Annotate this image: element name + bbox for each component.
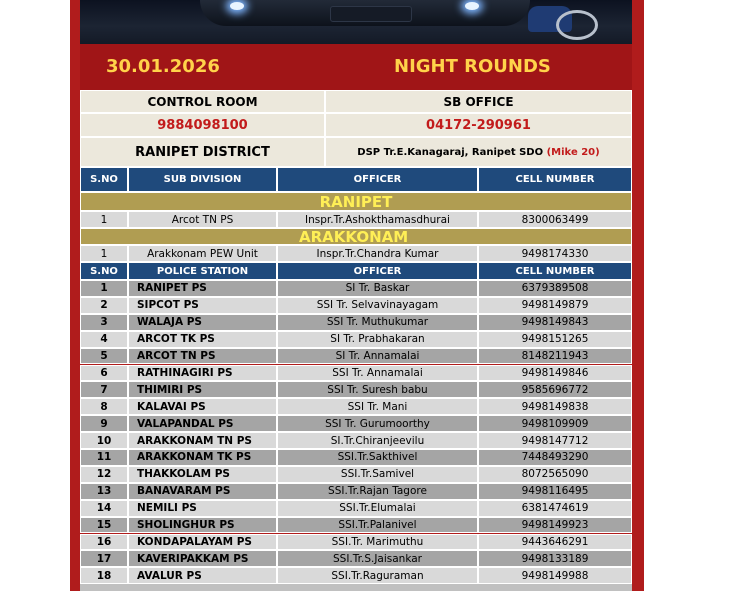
table-row: [80, 550, 632, 567]
row-officer: SSI.Tr.Samivel: [277, 466, 478, 483]
row-sno: 1: [80, 245, 128, 262]
table-row: [80, 534, 632, 551]
row-sno: 2: [80, 297, 128, 314]
row-cell-number: 9498149923: [478, 517, 632, 534]
row-officer: SSI Tr. Mani: [277, 398, 478, 415]
row-station: KALAVAI PS: [128, 398, 277, 415]
table-row: [80, 280, 632, 297]
subdivision-header-row: [80, 167, 632, 192]
row-officer: SSI Tr. Selvavinayagam: [277, 297, 478, 314]
row-sno: 16: [80, 534, 128, 551]
row-officer: SSI Tr. Muthukumar: [277, 314, 478, 331]
table-row: [80, 348, 632, 365]
row-station: VALAPANDAL PS: [128, 415, 277, 432]
row-officer: SSI.Tr.Rajan Tagore: [277, 483, 478, 500]
headlight-icon: [465, 2, 479, 10]
section-band: [80, 192, 632, 211]
row-sno: 8: [80, 398, 128, 415]
row-station: ARAKKONAM TN PS: [128, 432, 277, 449]
row-cell-number: 9498149846: [478, 365, 632, 382]
row-officer: Inspr.Tr.Ashokthamasdhurai: [277, 211, 478, 228]
row-sno: 9: [80, 415, 128, 432]
row-sno: 14: [80, 500, 128, 517]
row-sno: 5: [80, 348, 128, 365]
row-station: THIMIRI PS: [128, 381, 277, 398]
handcuff-icon: [556, 10, 598, 40]
row-officer: SSI Tr. Annamalai: [277, 365, 478, 382]
row-cell-number: 7448493290: [478, 449, 632, 466]
table-row: [80, 567, 632, 584]
col-cell-header: CELL NUMBER: [478, 262, 632, 280]
row-officer: SSI.Tr.Sakthivel: [277, 449, 478, 466]
row-station: KAVERIPAKKAM PS: [128, 550, 277, 567]
table-row: [80, 432, 632, 449]
table-row: [80, 483, 632, 500]
header-banner-image: [80, 0, 632, 44]
table-row: [80, 466, 632, 483]
info-row-district: [80, 137, 632, 167]
sb-office-label: SB OFFICE: [325, 90, 632, 113]
table-row: [80, 365, 632, 382]
row-officer: SSI.Tr.Palanivel: [277, 517, 478, 534]
car-grill-shape: [330, 6, 412, 22]
col-sno-header: S.NO: [80, 262, 128, 280]
table-row: [80, 381, 632, 398]
row-cell-number: 9443646291: [478, 534, 632, 551]
footer-strip: [80, 584, 632, 591]
row-cell-number: 8148211943: [478, 348, 632, 365]
table-row: [80, 415, 632, 432]
section-arakkonam: ARAKKONAM: [80, 228, 632, 245]
row-officer: SSI.Tr.S.Jaisankar: [277, 550, 478, 567]
row-officer: SSI Tr. Gurumoorthy: [277, 415, 478, 432]
row-station: WALAJA PS: [128, 314, 277, 331]
row-sno: 12: [80, 466, 128, 483]
station-header-row: [80, 262, 632, 280]
row-officer: SSI.Tr.Raguraman: [277, 567, 478, 584]
dsp-name: DSP Tr.E.Kanagaraj, Ranipet SDO: [357, 146, 544, 158]
table-row: [80, 314, 632, 331]
table-row: [80, 245, 632, 262]
row-cell-number: 9498151265: [478, 331, 632, 348]
row-sno: 7: [80, 381, 128, 398]
row-officer: SSI Tr. Suresh babu: [277, 381, 478, 398]
row-cell-number: 9498174330: [478, 245, 632, 262]
row-unit: Arakkonam PEW Unit: [128, 245, 277, 262]
row-cell-number: 8072565090: [478, 466, 632, 483]
row-cell-number: 9498109909: [478, 415, 632, 432]
row-cell-number: 9498147712: [478, 432, 632, 449]
row-sno: 10: [80, 432, 128, 449]
headlight-icon: [230, 2, 244, 10]
table-row: [80, 449, 632, 466]
row-sno: 11: [80, 449, 128, 466]
row-sno: 18: [80, 567, 128, 584]
row-cell-number: 9498116495: [478, 483, 632, 500]
row-station: BANAVARAM PS: [128, 483, 277, 500]
report-date: 30.01.2026: [106, 56, 220, 77]
row-sno: 3: [80, 314, 128, 331]
row-sno: 1: [80, 280, 128, 297]
sb-office-number: 04172-290961: [325, 113, 632, 137]
row-station: THAKKOLAM PS: [128, 466, 277, 483]
row-sno: 13: [80, 483, 128, 500]
row-station: SHOLINGHUR PS: [128, 517, 277, 534]
control-room-label: CONTROL ROOM: [80, 90, 325, 113]
col-cell-header: CELL NUMBER: [478, 167, 632, 192]
row-cell-number: 9498149988: [478, 567, 632, 584]
row-station: ARAKKONAM TK PS: [128, 449, 277, 466]
row-station: KONDAPALAYAM PS: [128, 534, 277, 551]
row-cell-number: 9498133189: [478, 550, 632, 567]
row-officer: SSI.Tr. Marimuthu: [277, 534, 478, 551]
row-sno: 1: [80, 211, 128, 228]
row-officer: Inspr.Tr.Chandra Kumar: [277, 245, 478, 262]
row-station: SIPCOT PS: [128, 297, 277, 314]
row-cell-number: 8300063499: [478, 211, 632, 228]
table-row: [80, 398, 632, 415]
row-station: NEMILI PS: [128, 500, 277, 517]
row-sno: 6: [80, 365, 128, 382]
table-row: [80, 297, 632, 314]
row-cell-number: 6379389508: [478, 280, 632, 297]
table-row: [80, 517, 632, 534]
table-row: [80, 211, 632, 228]
row-sno: 17: [80, 550, 128, 567]
date-title-bar: [80, 44, 632, 90]
info-row-numbers: [80, 113, 632, 137]
section-ranipet: RANIPET: [80, 192, 632, 211]
row-cell-number: 9498149838: [478, 398, 632, 415]
row-cell-number: 9585696772: [478, 381, 632, 398]
control-room-number: 9884098100: [80, 113, 325, 137]
col-officer-header: OFFICER: [277, 262, 478, 280]
report-title: NIGHT ROUNDS: [394, 56, 551, 77]
row-officer: SSI.Tr.Elumalai: [277, 500, 478, 517]
col-subdivision-header: SUB DIVISION: [128, 167, 277, 192]
table-row: [80, 500, 632, 517]
row-station: ARCOT TK PS: [128, 331, 277, 348]
row-cell-number: 9498149879: [478, 297, 632, 314]
row-station: ARCOT TN PS: [128, 348, 277, 365]
row-officer: SI.Tr.Chiranjeevilu: [277, 432, 478, 449]
table-row: [80, 331, 632, 348]
dsp-callsign: (Mike 20): [546, 146, 600, 158]
col-sno-header: S.NO: [80, 167, 128, 192]
row-station: RANIPET PS: [128, 280, 277, 297]
col-station-header: POLICE STATION: [128, 262, 277, 280]
row-sno: 15: [80, 517, 128, 534]
info-row-labels: [80, 90, 632, 113]
section-band: [80, 228, 632, 245]
row-officer: SI Tr. Baskar: [277, 280, 478, 297]
row-station: AVALUR PS: [128, 567, 277, 584]
row-sno: 4: [80, 331, 128, 348]
district-name: RANIPET DISTRICT: [80, 137, 325, 167]
row-cell-number: 6381474619: [478, 500, 632, 517]
row-officer: SI Tr. Annamalai: [277, 348, 478, 365]
row-officer: SI Tr. Prabhakaran: [277, 331, 478, 348]
dsp-info: [325, 137, 632, 167]
row-cell-number: 9498149843: [478, 314, 632, 331]
row-unit: Arcot TN PS: [128, 211, 277, 228]
col-officer-header: OFFICER: [277, 167, 478, 192]
row-station: RATHINAGIRI PS: [128, 365, 277, 382]
